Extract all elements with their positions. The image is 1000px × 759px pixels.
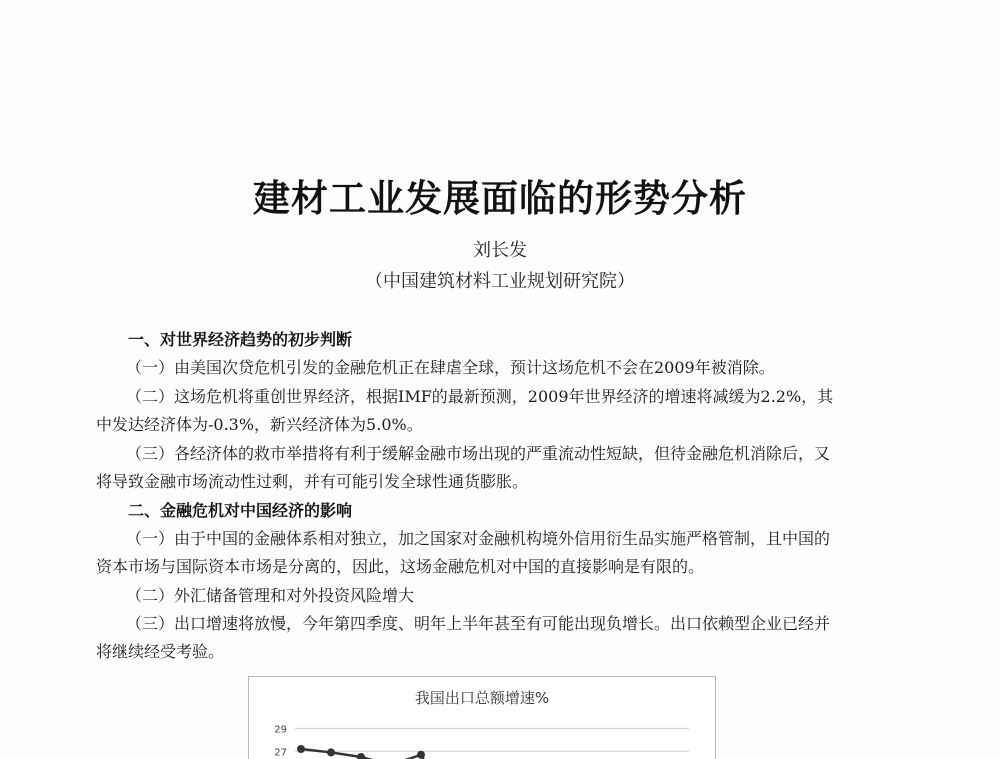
data-point <box>327 748 335 756</box>
data-point <box>297 745 305 753</box>
chart-figure <box>248 676 716 759</box>
data-point <box>357 753 365 759</box>
series-line <box>301 749 451 759</box>
paragraph-line: （三）出口增速将放慢，今年第四季度、明年上半年甚至有可能出现负增长。出口依赖型企业已经并 <box>126 614 831 633</box>
paragraph-line: 中发达经济体为-0.3%，新兴经济体为5.0%。 <box>96 415 423 434</box>
paragraph-line: （二）这场危机将重创世界经济，根据IMF的最新预测，2009年世界经济的增速将减缓为2.2%，其 <box>126 387 834 406</box>
paragraph-line: （三）各经济体的救市举措将有利于缓解金融市场出现的严重流动性短缺，但待金融危机消除后，又 <box>126 444 831 463</box>
chart-title: 我国出口总额增速% <box>414 689 550 707</box>
paragraph-line: 将继续经受考验。 <box>96 642 225 661</box>
paragraph-line: （二）外汇储备管理和对外投资风险增大 <box>126 586 415 605</box>
author-affiliation: （中国建筑材料工业规划研究院） <box>365 271 635 292</box>
paragraph-line: （一）由于中国的金融体系相对独立，加之国家对金融机构境外信用衍生品实施严格管制，且中国的 <box>126 529 831 548</box>
y-tick-label: 27 <box>274 747 287 759</box>
author-name: 刘长发 <box>473 240 527 261</box>
paragraph-line: （一）由美国次贷危机引发的金融危机正在肆虐全球，预计这场危机不会在2009年被消除。 <box>126 358 775 377</box>
section-heading-1: 一、对世界经济趋势的初步判断 <box>128 330 353 349</box>
section-heading-2: 二、金融危机对中国经济的影响 <box>128 501 353 520</box>
paragraph-line: 资本市场与国际资本市场是分离的，因此，这场金融危机对中国的直接影响是有限的。 <box>96 557 705 576</box>
page-title: 建材工业发展面临的形势分析 <box>253 177 747 220</box>
y-tick-label: 29 <box>274 724 287 736</box>
paragraph-line: 将导致金融市场流动性过剩，并有可能引发全球性通货膨胀。 <box>96 472 529 491</box>
chart-plot <box>249 677 715 759</box>
data-point <box>417 751 425 759</box>
